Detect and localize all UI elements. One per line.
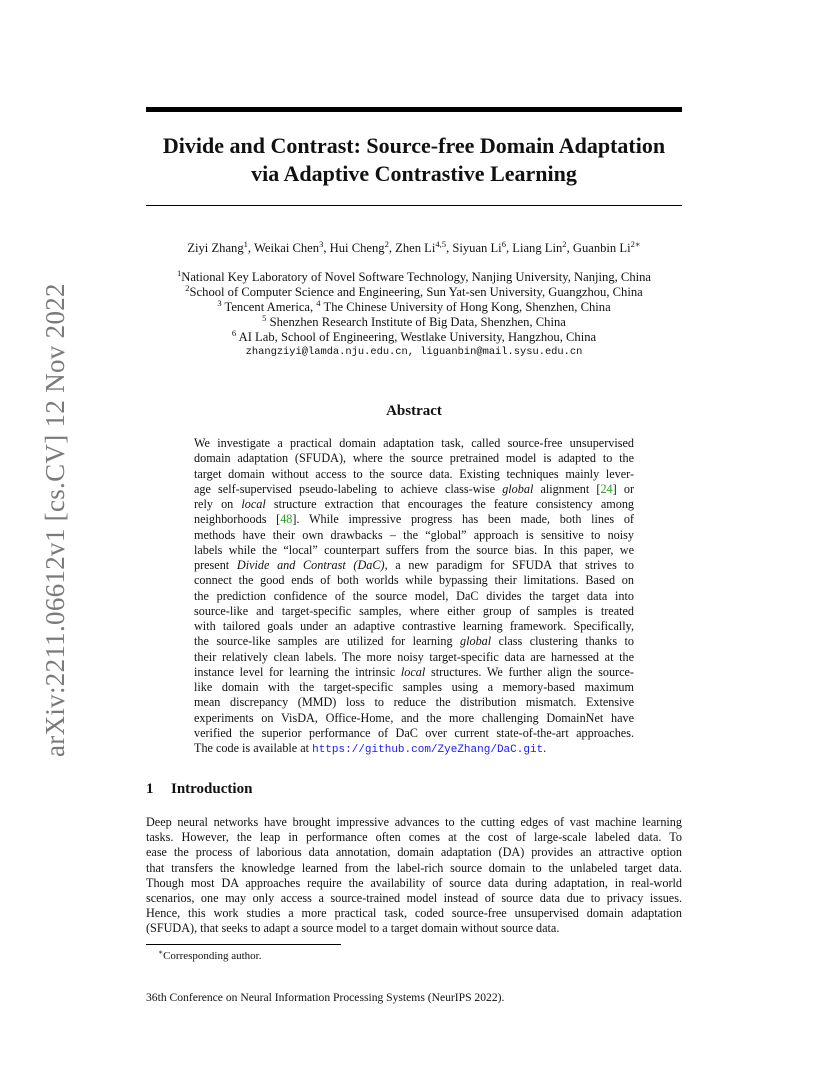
text-run: The code is available at <box>194 741 313 755</box>
abstract-line: labels while the “local” counterpart suffers from the source bias. In this paper, we <box>194 542 634 557</box>
text-run: rely on <box>194 497 242 511</box>
abstract-line: the prediction confidence of the source model, DaC divides the target data into <box>194 588 634 603</box>
abstract-line <box>194 634 634 649</box>
author-name: Weikai Chen <box>253 241 320 255</box>
title-rule-bottom <box>146 205 682 206</box>
affil-text: Shenzhen Research Institute of Big Data, Shenzhen, China <box>266 315 566 329</box>
abstract-line: with tailored goals under an adaptive contrastive learning framework. Specifically, <box>194 619 634 633</box>
text-run: structure extraction that encourages the feature consistency among <box>265 497 635 511</box>
affil-text: National Key Laboratory of Novel Software Technology, Nanjing University, Nanjing, China <box>181 270 652 284</box>
affil-text: Tencent America, <box>221 300 317 314</box>
author-name: Hui Cheng <box>329 241 385 255</box>
affil-mark: 3 <box>217 297 222 308</box>
emphasis: global <box>502 481 534 496</box>
text-run: , a new paradigm for SFUDA that strives to <box>384 558 634 572</box>
affil-mark: 5 <box>262 312 267 323</box>
affiliation-line-2 <box>120 282 708 300</box>
abstract-line <box>194 665 634 680</box>
affiliation-line-5 <box>120 327 708 345</box>
title-rule-top <box>146 107 682 112</box>
intro-line: scenarios, one may only access a source-trained model instead of source data due to privacy issues. <box>146 890 682 905</box>
abstract-line: target domain without access to the source data. Existing techniques mainly lever- <box>194 466 634 481</box>
author-affil-mark: 4,5 <box>435 238 447 249</box>
citation-link[interactable]: 48 <box>280 512 293 527</box>
text-run: ]. While impressive progress has been made, both lines of <box>292 512 634 527</box>
affil-mark: 1 <box>176 267 182 278</box>
text-run: structures. We further align the source- <box>425 664 634 679</box>
intro-line: (SFUDA), that seeks to adapt a source model to a target domain without source data. <box>146 921 560 936</box>
conference-note: 36th Conference on Neural Information Processing Systems (NeurIPS 2022). <box>146 991 505 1004</box>
paper-title <box>146 132 682 188</box>
text-run: the source-like samples are utilized for learning <box>194 634 460 649</box>
text-run: . <box>543 741 547 755</box>
code-url-link[interactable]: https://github.com/ZyeZhang/DaC.git <box>312 744 544 756</box>
abstract-line: domain adaptation (SFUDA), where the source pretrained model is adapted to the <box>194 451 634 466</box>
abstract-line: We investigate a practical domain adaptation task, called source-free unsupervised <box>194 436 634 450</box>
text-run: alignment [ <box>533 481 601 496</box>
abstract-line: verified the superior performance of DaC over current state-of-the-art approaches. <box>194 725 634 740</box>
affil-text: School of Computer Science and Engineering, Sun Yat-sen University, Guangzhou, China <box>189 285 643 299</box>
author-affil-mark: 2 <box>562 238 567 249</box>
affiliation-line-3 <box>120 297 708 315</box>
abstract-line: experiments on VisDA, Office-Home, and the more challenging DomainNet have <box>194 710 634 725</box>
footnote-text: Corresponding author. <box>163 950 262 962</box>
arxiv-stamp: arXiv:2211.06612v1 [cs.CV] 12 Nov 2022 <box>40 283 70 757</box>
author-name: Liang Lin <box>512 241 563 255</box>
intro-line: ease the process of laborious data annotation, domain adaptation (DA) provides an attractive option <box>146 845 682 860</box>
affil-text: AI Lab, School of Engineering, Westlake University, Hangzhou, China <box>236 330 597 344</box>
intro-line: that transfers the knowledge learned from the label-rich source domain to the unlabeled target data. <box>146 860 682 875</box>
title-line-1: Divide and Contrast: Source-free Domain Adaptation <box>162 133 666 158</box>
abstract-line: source-like and target-specific samples, where either group of samples is treated <box>194 603 634 618</box>
text-run: class clustering thanks to <box>491 634 634 649</box>
citation-link[interactable]: 24 <box>600 481 613 496</box>
footnote-rule <box>146 944 341 945</box>
abstract-line <box>194 558 634 573</box>
abstract-heading: Abstract <box>386 403 442 419</box>
abstract-line: methods have their own drawbacks – the “global” approach is sensitive to noisy <box>194 527 634 542</box>
abstract-line: like domain with the target-specific samples using a memory-based maximum <box>194 680 634 694</box>
affil-mark: 6 <box>231 327 237 338</box>
emphasis: Divide and Contrast (DaC) <box>236 558 385 572</box>
affiliation-line-4 <box>120 312 708 330</box>
abstract-text <box>194 436 634 756</box>
emphasis: global <box>460 634 492 649</box>
abstract-line <box>194 512 634 527</box>
author-name: Ziyi Zhang <box>187 241 244 255</box>
affiliation-line-1 <box>120 267 708 285</box>
text-run: instance level for learning the intrinsic <box>194 664 401 679</box>
section-number: 1 <box>146 781 154 797</box>
author-affil-mark: 1 <box>243 238 248 249</box>
section-title: Introduction <box>171 781 253 797</box>
intro-line: tasks. However, the leap in performance often comes at the cost of large-scale labeled data. To <box>146 830 682 845</box>
abstract-line: their relatively clean labels. The more noisy target-specific data are harnessed at the <box>194 649 634 664</box>
author-affil-mark: 2 <box>384 238 389 249</box>
title-line-2: via Adaptive Contrastive Learning <box>251 161 577 186</box>
author-name: Zhen Li <box>395 241 436 255</box>
text-run: present <box>194 558 237 572</box>
affil-mark: 4 <box>316 297 321 308</box>
text-run: neighborhoods [ <box>194 512 281 527</box>
author-name: Guanbin Li <box>572 241 631 255</box>
affil-mark: 2 <box>185 282 190 293</box>
intro-line: Hence, this work studies a more practical task, coded source-free unsupervised domain adaptation <box>146 906 682 921</box>
author-affil-mark: 2∗ <box>630 238 641 249</box>
author-affil-mark: 3 <box>319 238 324 249</box>
author-list: Ziyi Zhang$^1$, Weikai Chen$^3$, Hui Cheng$^2$, Zhen Li$^{4,5}$, Siyuan Li$^6$, Liang Lin$^2$, Guanbin $Li^{2∗}$ <box>187 238 641 255</box>
author-name: Siyuan Li <box>452 241 502 255</box>
footnote-mark: ∗ <box>158 947 164 957</box>
intro-line: Deep neural networks have brought impressive advances to the cutting edges of vast machine learning <box>146 815 682 829</box>
abstract-line: mean discrepancy (MMD) loss to reduce the distribution mismatch. Extensive <box>194 695 634 710</box>
affil-text: The Chinese University of Hong Kong, Shenzhen, China <box>320 300 611 314</box>
intro-line: Though most DA approaches require the availability of source data during adaptation, in real-world <box>146 875 682 890</box>
abstract-line <box>194 497 634 512</box>
text-run: ] or <box>612 481 634 496</box>
author-affil-mark: 6 <box>501 238 506 249</box>
abstract-line <box>194 482 634 497</box>
section-heading <box>146 780 682 798</box>
introduction-text <box>146 815 682 937</box>
affiliation-list <box>120 267 708 360</box>
footnote <box>158 949 261 963</box>
text-run: age self-supervised pseudo-labeling to achieve class-wise <box>194 481 503 496</box>
abstract-line: connect the good ends of both worlds while bypassing their limitations. Based on <box>194 573 634 588</box>
author-emails: zhangziyi@lamda.nju.edu.cn, liguanbin@mail.sysu.edu.cn <box>245 346 583 358</box>
emphasis: local <box>400 664 426 679</box>
emphasis: local <box>241 497 266 511</box>
abstract-line <box>194 741 634 756</box>
